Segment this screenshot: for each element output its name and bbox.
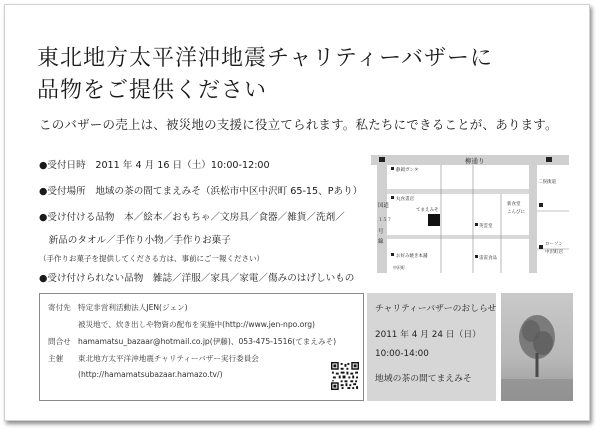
info-items-2: 新品のタオル／手作り小物／手作りお菓子 xyxy=(39,235,231,246)
title-line-1: 東北地方太平洋沖地震チャリティーバザーに xyxy=(37,46,494,71)
charity-time: 10:00-14:00 xyxy=(375,349,429,359)
footer-donate: 特定非営利活動法人JEN(ジェン) xyxy=(78,303,188,312)
map-label-shop-r3: ローソン xyxy=(545,242,563,247)
footer-host: 東北地方太平洋沖地震チャリティーバザー実行委員会 xyxy=(78,354,259,363)
map-label-shop-l2: お好み焼き本舗 xyxy=(396,254,428,259)
title-line-2: 品物をご提供ください xyxy=(37,78,268,103)
map-label-shop-b2: 雷雷食品 xyxy=(479,256,497,261)
charity-date: 2011 年 4 月 24 日（日） xyxy=(375,330,481,340)
map-label-shop-b1: 英雲堂 xyxy=(479,224,493,229)
footer-label-contact: 問合せ xyxy=(48,337,71,346)
map-label-shop-r1: 新食堂 xyxy=(507,202,521,207)
map-label-shop-tl: 静岡ガンタ xyxy=(396,168,419,173)
footer-label-host: 主催 xyxy=(48,354,64,363)
info-rejected: ●受け付けられない品物 雑誌／洋服／家具／家電／傷みのはげしいもの xyxy=(39,273,355,284)
map-label-road-4: 線 xyxy=(378,239,384,245)
footer-label-donate: 寄付先 xyxy=(48,303,71,312)
map-label-shop-l1: 丸食書店 xyxy=(396,197,414,202)
map-label-temaemiso: てまえみそ xyxy=(416,208,439,213)
footer-box xyxy=(39,293,364,401)
map-label-top-street: 柳通り xyxy=(465,157,485,165)
info-items-1: ●受け付ける品物 本／絵本／おもちゃ／文房具／食器／雑貨／洗剤／ xyxy=(39,212,345,223)
charity-heading: チャリティーバザーのおしらせ xyxy=(375,304,497,314)
access-map xyxy=(371,149,569,273)
charity-panel xyxy=(367,293,496,401)
tree-in-fog-photo xyxy=(501,293,573,401)
map-label-shop-bl: 中沢町 xyxy=(393,265,405,270)
temaemiso-marker xyxy=(428,214,440,226)
flyer xyxy=(4,4,590,421)
map-label-road-1: 国道 xyxy=(378,203,390,209)
info-date: ●受付日時 2011 年 4 月 16 日（土）10:00-12:00 xyxy=(39,160,270,171)
map-label-road-3: 号 xyxy=(378,229,384,235)
footer-donate-desc: 被災地で、炊き出しや物資の配布を実施中(http://www.jen-npo.org) xyxy=(78,320,316,329)
charity-place: 地域の茶の間てまえみそ xyxy=(375,374,472,384)
info-place: ●受付場所 地域の茶の間てまえみそ（浜松市中区中沢町 65-15、Pあり） xyxy=(39,186,363,197)
road-right xyxy=(529,165,537,273)
footer-host-url: (http://hamamatsubazaar.hamazo.tv/) xyxy=(78,370,223,379)
qr-code-icon xyxy=(331,362,359,390)
info-note: （手作りお菓子を提供してくださる方は、事前にご一報ください） xyxy=(39,254,264,263)
map-label-shop-r2: こんびに xyxy=(507,210,525,215)
map-label-shop-r4: 中沢町店 xyxy=(545,250,563,255)
map-label-right-road: 二俣街道 xyxy=(538,180,556,185)
map-label-road-2: １５７ xyxy=(378,218,392,223)
footer-contact: hamamatsu_bazaar@hotmail.co.jp(伊藤)、053-475-1516(てまえみそ) xyxy=(78,337,337,346)
intro-text: このバザーの売上は、被災地の支援に役立てられます。私たちにできることが、あります。 xyxy=(39,117,558,132)
